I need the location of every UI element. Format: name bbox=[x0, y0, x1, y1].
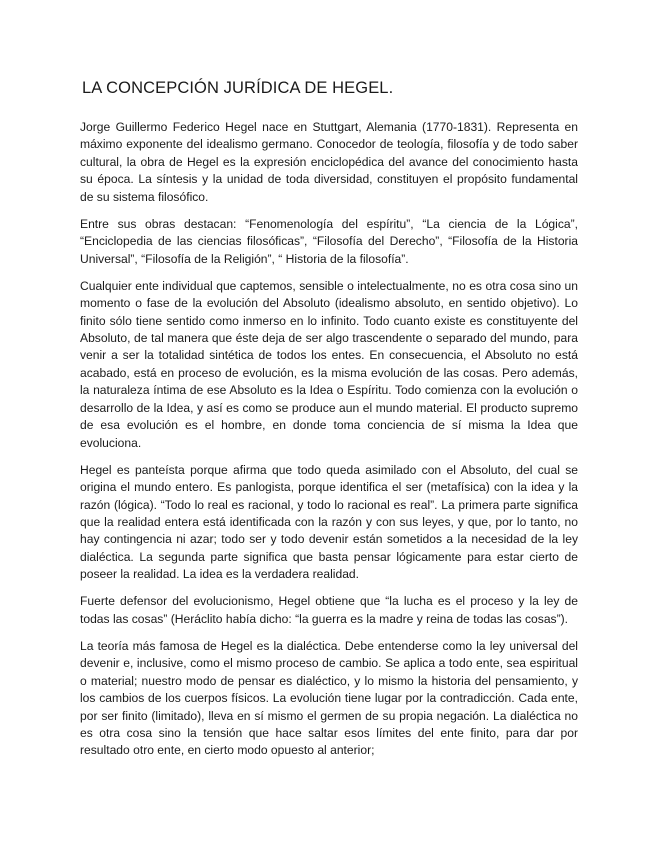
paragraph-works: Entre sus obras destacan: “Fenomenología del espíritu”, “La ciencia de la Lógica”, “Enciclopedia de las ciencias filosóficas”, “Filosofía del Derecho”, “Filosofía de la Historia Universal”, “Filosofía de la Religión”, “ Historia de la filosofía”. bbox=[80, 216, 578, 266]
paragraph-pantheism: Hegel es panteísta porque afirma que todo queda asimilado con el Absoluto, del cual se origina el mundo entero. Es panlogista, porque identifica el ser (metafísica) con la idea y la razón (lógica). “Todo lo real es racional, y todo lo racional es real”. La primera parte significa que la realidad entera está identificada con la razón y con sus leyes, y que, por lo tanto, no hay contingencia ni azar; todo ser y todo devenir están sometidos a la necesidad de la ley dialéctica. La segunda parte significa que basta pensar lógicamente para estar cierto de poseer la realidad. La idea es la verdadera realidad. bbox=[80, 462, 578, 582]
paragraph-evolutionism: Fuerte defensor del evolucionismo, Hegel obtiene que “la lucha es el proceso y la ley de todas las cosas” (Heráclito había dicho: “la guerra es la madre y reina de todas las cosas”). bbox=[80, 594, 578, 626]
document-title: LA CONCEPCIÓN JURÍDICA DE HEGEL. bbox=[82, 79, 394, 97]
paragraph-intro: Jorge Guillermo Federico Hegel nace en Stuttgart, Alemania (1770-1831). Representa en máximo exponente del idealismo germano. Conocedor de teología, filosofía y de todo saber cultural, la obra de Hegel es la expresión enciclopédica del avance del conocimiento hasta su época. La síntesis y la unidad de toda diversidad, constituyen el propósito fundamental de su sistema filosófico. bbox=[80, 120, 578, 204]
paragraph-dialectic: La teoría más famosa de Hegel es la dialéctica. Debe entenderse como la ley universal del devenir e, inclusive, como el mismo proceso de cambio. Se aplica a todo ente, sea espiritual o material; nuestro modo de pensar es dialéctico, y lo mismo la historia del pensamiento, y los cambios de los cuerpos físicos. La evolución tiene lugar por la contradicción. Cada ente, por ser finito (limitado), lleva en sí mismo el germen de su propia negación. La dialéctica no es otra cosa sino la tensión que hace saltar esos límites del ente finito, para dar por resultado otro ente, en cierto modo opuesto al anterior; bbox=[80, 638, 578, 758]
paragraph-absolute: Cualquier ente individual que captemos, sensible o intelectualmente, no es otra cosa sino un momento o fase de la evolución del Absoluto (idealismo absoluto, en sentido objetivo). Lo finito sólo tiene sentido como inmerso en lo infinito. Todo cuanto existe es constituyente del Absoluto, de tal manera que éste deja de ser algo trascendente o separado del mundo, para venir a ser la totalidad sintética de todos los entes. En consecuencia, el Absoluto no está acabado, está en proceso de evolución, es la misma evolución de las cosas. Pero además, la naturaleza íntima de ese Absoluto es la Idea o Espíritu. Todo comienza con la evolución o desarrollo de la Idea, y así es como se produce aun el mundo material. El producto supremo de esa evolución es el hombre, en donde toma conciencia de sí misma la Idea que evoluciona. bbox=[80, 278, 578, 450]
document-page bbox=[80, 78, 578, 770]
